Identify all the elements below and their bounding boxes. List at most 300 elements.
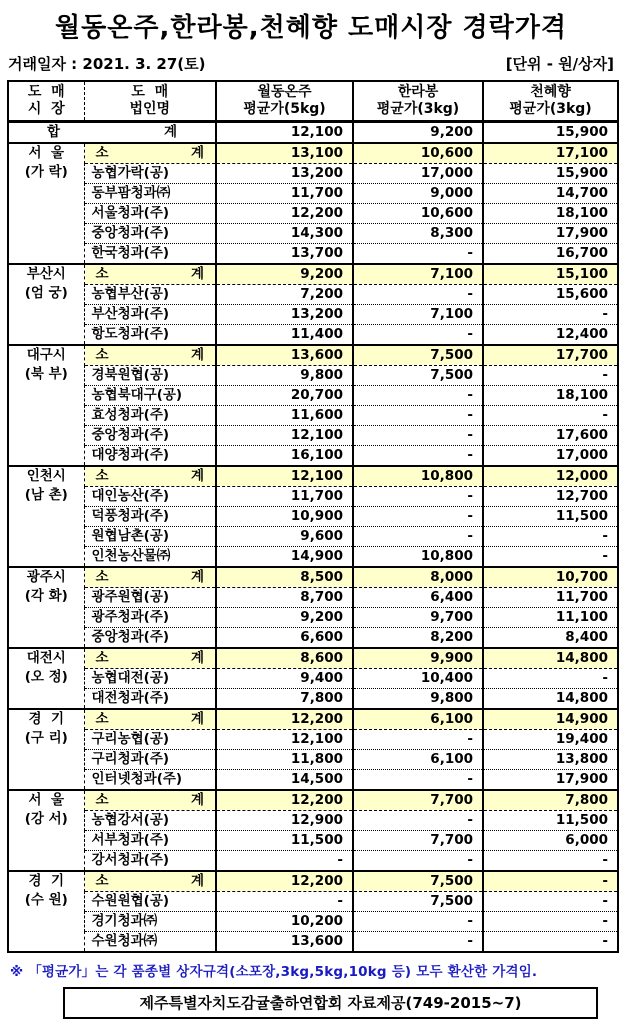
price-value: 6,600 xyxy=(216,628,353,649)
price-value: - xyxy=(483,892,618,912)
corporation-name-cell xyxy=(84,932,216,953)
column-header-line2: 법인명 xyxy=(129,101,171,117)
price-value: 6,100 xyxy=(353,750,483,770)
corporation-name: 농협부산(공) xyxy=(91,286,170,302)
corporation-name-cell xyxy=(84,406,216,426)
market-name: 대구시 xyxy=(26,347,66,363)
subtotal-row xyxy=(8,871,618,892)
column-header-1 xyxy=(84,81,216,122)
table-row xyxy=(8,184,618,204)
price-value: 7,100 xyxy=(353,264,483,285)
column-header-3 xyxy=(353,81,483,122)
price-value: 13,800 xyxy=(483,750,618,770)
price-value: 14,900 xyxy=(483,709,618,730)
market-name: 경 기 xyxy=(28,873,64,889)
price-value: 11,800 xyxy=(216,750,353,770)
provider-text: 제주특별자치도감귤출하연합회 자료제공(749-2015~7) xyxy=(139,994,522,1012)
column-header-4 xyxy=(483,81,618,122)
price-value: 16,700 xyxy=(483,244,618,265)
price-value: - xyxy=(353,527,483,547)
corporation-name-cell xyxy=(84,325,216,346)
price-value: 11,100 xyxy=(483,608,618,628)
market-cell xyxy=(8,345,84,466)
price-value: - xyxy=(483,932,618,953)
price-value: - xyxy=(353,406,483,426)
price-value: 12,100 xyxy=(216,466,353,487)
price-value: 13,100 xyxy=(216,143,353,164)
table-row xyxy=(8,446,618,467)
corporation-name-cell xyxy=(84,892,216,912)
price-value: 8,400 xyxy=(483,628,618,649)
corporation-name-cell xyxy=(84,345,216,366)
price-value: 12,200 xyxy=(216,204,353,224)
corporation-name-cell xyxy=(84,386,216,406)
price-value: 11,700 xyxy=(216,487,353,507)
price-value: - xyxy=(353,730,483,750)
corporation-name: 덕풍청과(주) xyxy=(91,508,170,524)
market-cell xyxy=(8,871,84,952)
corporation-name: 대양청과(주) xyxy=(91,447,170,463)
corporation-name: 강서청과(주) xyxy=(91,852,170,868)
price-value: 9,600 xyxy=(216,527,353,547)
market-location: (수 원) xyxy=(24,892,68,908)
table-row xyxy=(8,406,618,426)
table-row xyxy=(8,487,618,507)
price-value: 7,500 xyxy=(353,345,483,366)
table-row xyxy=(8,750,618,770)
corporation-name-cell xyxy=(84,871,216,892)
price-value: 14,800 xyxy=(483,648,618,669)
corporation-name-cell xyxy=(84,527,216,547)
market-cell xyxy=(8,648,84,709)
corporation-name-cell xyxy=(84,567,216,588)
price-value: 7,500 xyxy=(353,871,483,892)
market-name: 경 기 xyxy=(28,711,64,727)
price-value: - xyxy=(353,325,483,346)
subtotal-row xyxy=(8,648,618,669)
total-label-right: 계 xyxy=(163,124,177,140)
corporation-name: 수원청과㈜ xyxy=(91,933,158,949)
price-value: - xyxy=(483,366,618,386)
price-value: 12,100 xyxy=(216,426,353,446)
subtotal-label xyxy=(85,568,216,587)
price-value: 18,100 xyxy=(483,386,618,406)
table-row xyxy=(8,851,618,872)
column-header-line1: 도 매 xyxy=(131,84,169,100)
corporation-name-cell xyxy=(84,446,216,467)
corporation-name-cell xyxy=(84,648,216,669)
subtotal-row xyxy=(8,143,618,164)
table-header-row xyxy=(8,81,618,122)
corporation-name-cell xyxy=(84,547,216,568)
corporation-name-cell xyxy=(84,264,216,285)
price-value: - xyxy=(353,285,483,305)
corporation-name-cell xyxy=(84,689,216,710)
table-row xyxy=(8,224,618,244)
subtotal-row xyxy=(8,567,618,588)
corporation-name-cell xyxy=(84,811,216,831)
market-location: (구 리) xyxy=(24,730,68,746)
column-header-line2: 시 장 xyxy=(27,101,65,117)
column-header-line1: 월동온주 xyxy=(257,84,312,100)
market-location: (오 정) xyxy=(24,669,68,685)
corporation-name: 인터넷청과(주) xyxy=(91,771,183,787)
table-row xyxy=(8,325,618,346)
subtotal-label-right: 계 xyxy=(190,266,204,282)
corporation-name-cell xyxy=(84,669,216,689)
column-header-line2: 평균가(3kg) xyxy=(376,101,460,117)
subtotal-row xyxy=(8,709,618,730)
price-value: 9,000 xyxy=(353,184,483,204)
table-row xyxy=(8,608,618,628)
subtotal-label xyxy=(85,467,216,486)
market-cell xyxy=(8,790,84,871)
price-value: 17,900 xyxy=(483,770,618,791)
price-value: 11,500 xyxy=(483,507,618,527)
table-row xyxy=(8,932,618,953)
market-name: 대전시 xyxy=(26,650,66,666)
corporation-name-cell xyxy=(84,143,216,164)
price-value: 17,000 xyxy=(483,446,618,467)
table-row xyxy=(8,892,618,912)
corporation-name-cell xyxy=(84,831,216,851)
table-row xyxy=(8,547,618,568)
market-location: (각 화) xyxy=(24,588,68,604)
total-label-cell xyxy=(8,122,216,144)
subtotal-label-right: 계 xyxy=(190,873,204,889)
price-value: 14,800 xyxy=(483,689,618,710)
page-title: 월동온주,한라봉,천혜향 도매시장 경락가격 xyxy=(55,13,567,43)
subtotal-label-left: 소 xyxy=(95,650,109,666)
subtotal-label-left: 소 xyxy=(95,792,109,808)
corporation-name-cell xyxy=(84,466,216,487)
corporation-name-cell xyxy=(84,851,216,872)
market-name: 광주시 xyxy=(26,569,66,585)
meta-row xyxy=(8,53,614,74)
corporation-name-cell xyxy=(84,912,216,932)
price-value: - xyxy=(483,305,618,325)
table-row xyxy=(8,689,618,710)
price-value: 12,700 xyxy=(483,487,618,507)
price-value: - xyxy=(483,871,618,892)
provider-box xyxy=(63,987,598,1019)
subtotal-label-left: 소 xyxy=(95,468,109,484)
corporation-name: 광주청과(주) xyxy=(91,609,170,625)
corporation-name: 부산청과(주) xyxy=(91,306,170,322)
price-value: - xyxy=(353,244,483,265)
price-value: 10,600 xyxy=(353,204,483,224)
price-value: 10,600 xyxy=(353,143,483,164)
price-value: 17,600 xyxy=(483,426,618,446)
column-header-line1: 도 매 xyxy=(27,84,65,100)
corporation-name: 경기청과㈜ xyxy=(91,913,158,929)
corporation-name-cell xyxy=(84,588,216,608)
table-row xyxy=(8,628,618,649)
total-row xyxy=(8,122,618,144)
price-value: 7,100 xyxy=(353,305,483,325)
corporation-name: 인천농산물㈜ xyxy=(91,548,171,564)
price-value: 11,700 xyxy=(483,588,618,608)
table-row xyxy=(8,507,618,527)
price-value: 6,400 xyxy=(353,588,483,608)
unit-label: [단위 - 원/상자] xyxy=(505,55,614,73)
corporation-name-cell xyxy=(84,628,216,649)
corporation-name: 효성청과(주) xyxy=(91,407,170,423)
table-row xyxy=(8,588,618,608)
price-value: 12,200 xyxy=(216,790,353,811)
price-value: 15,900 xyxy=(483,164,618,184)
price-value: - xyxy=(353,507,483,527)
column-header-line2: 평균가(5kg) xyxy=(243,101,326,117)
price-value: 6,100 xyxy=(353,709,483,730)
subtotal-label-right: 계 xyxy=(190,711,204,727)
price-value: 17,000 xyxy=(353,164,483,184)
market-cell xyxy=(8,143,84,264)
price-value: 13,200 xyxy=(216,164,353,184)
corporation-name-cell xyxy=(84,244,216,265)
total-value-0: 12,100 xyxy=(216,122,353,144)
price-value: 7,800 xyxy=(483,790,618,811)
corporation-name-cell xyxy=(84,204,216,224)
price-value: 9,200 xyxy=(216,608,353,628)
price-value: 12,400 xyxy=(483,325,618,346)
corporation-name-cell xyxy=(84,750,216,770)
table-row xyxy=(8,831,618,851)
table-row xyxy=(8,204,618,224)
price-value: 18,100 xyxy=(483,204,618,224)
price-value: 14,300 xyxy=(216,224,353,244)
price-value: 14,700 xyxy=(483,184,618,204)
price-value: - xyxy=(483,547,618,568)
table-row xyxy=(8,527,618,547)
price-value: - xyxy=(483,669,618,689)
price-value: 11,700 xyxy=(216,184,353,204)
price-value: 7,700 xyxy=(353,790,483,811)
subtotal-label-right: 계 xyxy=(190,650,204,666)
subtotal-row xyxy=(8,264,618,285)
price-value: - xyxy=(353,446,483,467)
column-header-line1: 한라봉 xyxy=(397,84,439,100)
price-value: 12,000 xyxy=(483,466,618,487)
market-cell xyxy=(8,264,84,345)
price-value: 12,900 xyxy=(216,811,353,831)
price-value: - xyxy=(353,487,483,507)
subtotal-label-right: 계 xyxy=(190,347,204,363)
market-cell xyxy=(8,709,84,790)
price-value: 8,700 xyxy=(216,588,353,608)
price-table xyxy=(7,80,619,953)
market-location: (남 촌) xyxy=(24,487,68,503)
subtotal-row xyxy=(8,466,618,487)
price-value: 14,900 xyxy=(216,547,353,568)
corporation-name: 농협북대구(공) xyxy=(91,387,183,403)
table-row xyxy=(8,426,618,446)
corporation-name: 농협가락(공) xyxy=(91,165,170,181)
corporation-name-cell xyxy=(84,426,216,446)
corporation-name-cell xyxy=(84,487,216,507)
column-header-line1: 천혜향 xyxy=(530,84,571,100)
price-value: - xyxy=(353,811,483,831)
price-value: - xyxy=(353,426,483,446)
total-label-left: 합 xyxy=(47,124,61,140)
price-value: 9,900 xyxy=(353,648,483,669)
subtotal-label-right: 계 xyxy=(190,468,204,484)
price-value: 14,500 xyxy=(216,770,353,791)
corporation-name: 항도청과(주) xyxy=(91,326,170,342)
corporation-name: 구리청과(주) xyxy=(91,751,170,767)
subtotal-label xyxy=(85,346,216,365)
price-value: 8,300 xyxy=(353,224,483,244)
price-value: - xyxy=(483,527,618,547)
subtotal-row xyxy=(8,790,618,811)
total-value-2: 15,900 xyxy=(483,122,618,144)
price-value: 7,200 xyxy=(216,285,353,305)
corporation-name: 농협대전(공) xyxy=(91,670,170,686)
price-value: 13,200 xyxy=(216,305,353,325)
subtotal-label xyxy=(85,710,216,729)
market-location: (가 락) xyxy=(24,164,68,180)
subtotal-label-left: 소 xyxy=(95,145,109,161)
price-value: 8,500 xyxy=(216,567,353,588)
table-row xyxy=(8,730,618,750)
subtotal-label-left: 소 xyxy=(95,266,109,282)
price-value: 11,500 xyxy=(216,831,353,851)
price-value: 9,800 xyxy=(353,689,483,710)
corporation-name: 수원원협(공) xyxy=(91,893,170,909)
table-row xyxy=(8,770,618,791)
price-value: 9,400 xyxy=(216,669,353,689)
price-value: 9,800 xyxy=(216,366,353,386)
corporation-name-cell xyxy=(84,790,216,811)
corporation-name-cell xyxy=(84,224,216,244)
table-row xyxy=(8,366,618,386)
subtotal-label-left: 소 xyxy=(95,569,109,585)
total-value-1: 9,200 xyxy=(353,122,483,144)
price-value: 6,000 xyxy=(483,831,618,851)
footnote: ※ 「평균가」는 각 품종별 상자규격(소포장,3kg,5kg,10kg 등) 모두 환산한 가격임. xyxy=(10,964,538,980)
table-row xyxy=(8,386,618,406)
price-value: - xyxy=(216,851,353,872)
price-value: - xyxy=(353,386,483,406)
subtotal-label-left: 소 xyxy=(95,873,109,889)
price-value: 7,500 xyxy=(353,892,483,912)
market-name: 서 울 xyxy=(28,792,64,808)
total-label xyxy=(9,123,215,142)
price-value: 19,400 xyxy=(483,730,618,750)
price-value: 9,200 xyxy=(216,264,353,285)
price-value: 9,700 xyxy=(353,608,483,628)
price-value: 20,700 xyxy=(216,386,353,406)
corporation-name-cell xyxy=(84,184,216,204)
market-location: (북 부) xyxy=(24,366,68,382)
subtotal-label xyxy=(85,265,216,284)
trade-date-label: 거래일자 : 2021. 3. 27(토) xyxy=(8,55,206,73)
price-value: 8,200 xyxy=(353,628,483,649)
subtotal-label-right: 계 xyxy=(190,145,204,161)
corporation-name: 서울청과(주) xyxy=(91,205,170,221)
table-row xyxy=(8,164,618,184)
column-header-2 xyxy=(216,81,353,122)
price-value: - xyxy=(483,912,618,932)
price-value: 13,700 xyxy=(216,244,353,265)
price-value: 16,100 xyxy=(216,446,353,467)
corporation-name: 한국청과(주) xyxy=(91,245,170,261)
price-value: 11,600 xyxy=(216,406,353,426)
price-value: 15,600 xyxy=(483,285,618,305)
market-location: (강 서) xyxy=(24,811,68,827)
price-value: 10,900 xyxy=(216,507,353,527)
price-value: - xyxy=(216,892,353,912)
price-value: - xyxy=(353,851,483,872)
corporation-name-cell xyxy=(84,366,216,386)
corporation-name: 구리농협(공) xyxy=(91,731,170,747)
corporation-name: 농협강서(공) xyxy=(91,812,170,828)
price-value: - xyxy=(483,406,618,426)
price-value: 10,800 xyxy=(353,466,483,487)
price-value: 8,000 xyxy=(353,567,483,588)
price-value: 17,900 xyxy=(483,224,618,244)
corporation-name: 광주원협(공) xyxy=(91,589,170,605)
price-value: - xyxy=(353,770,483,791)
subtotal-label xyxy=(85,872,216,891)
market-cell xyxy=(8,466,84,567)
price-value: - xyxy=(483,851,618,872)
price-value: 7,700 xyxy=(353,831,483,851)
subtotal-row xyxy=(8,345,618,366)
table-row xyxy=(8,244,618,265)
price-value: 7,500 xyxy=(353,366,483,386)
table-row xyxy=(8,811,618,831)
corporation-name-cell xyxy=(84,709,216,730)
subtotal-label-left: 소 xyxy=(95,347,109,363)
corporation-name: 서부청과(주) xyxy=(91,832,170,848)
subtotal-label xyxy=(85,791,216,810)
price-value: 11,400 xyxy=(216,325,353,346)
table-row xyxy=(8,669,618,689)
price-value: 15,100 xyxy=(483,264,618,285)
price-value: - xyxy=(353,932,483,953)
table-row xyxy=(8,305,618,325)
corporation-name: 대인농산(주) xyxy=(91,488,170,504)
corporation-name: 대전청과(주) xyxy=(91,690,170,706)
price-value: 7,800 xyxy=(216,689,353,710)
table-row xyxy=(8,912,618,932)
market-name: 서 울 xyxy=(28,145,64,161)
market-location: (엄 궁) xyxy=(24,285,68,301)
price-value: 10,400 xyxy=(353,669,483,689)
price-value: 11,500 xyxy=(483,811,618,831)
corporation-name: 중앙청과(주) xyxy=(91,427,170,443)
corporation-name-cell xyxy=(84,608,216,628)
price-value: 10,200 xyxy=(216,912,353,932)
price-value: - xyxy=(353,912,483,932)
column-header-0 xyxy=(8,81,84,122)
corporation-name-cell xyxy=(84,730,216,750)
price-value: 10,800 xyxy=(353,547,483,568)
price-value: 12,200 xyxy=(216,709,353,730)
corporation-name-cell xyxy=(84,164,216,184)
corporation-name-cell xyxy=(84,770,216,791)
market-name: 인천시 xyxy=(26,468,66,484)
price-value: 17,100 xyxy=(483,143,618,164)
subtotal-label-left: 소 xyxy=(95,711,109,727)
corporation-name: 중앙청과(주) xyxy=(91,225,170,241)
corporation-name: 중앙청과(주) xyxy=(91,629,170,645)
market-cell xyxy=(8,567,84,648)
price-value: 17,700 xyxy=(483,345,618,366)
price-value: 13,600 xyxy=(216,345,353,366)
table-row xyxy=(8,285,618,305)
